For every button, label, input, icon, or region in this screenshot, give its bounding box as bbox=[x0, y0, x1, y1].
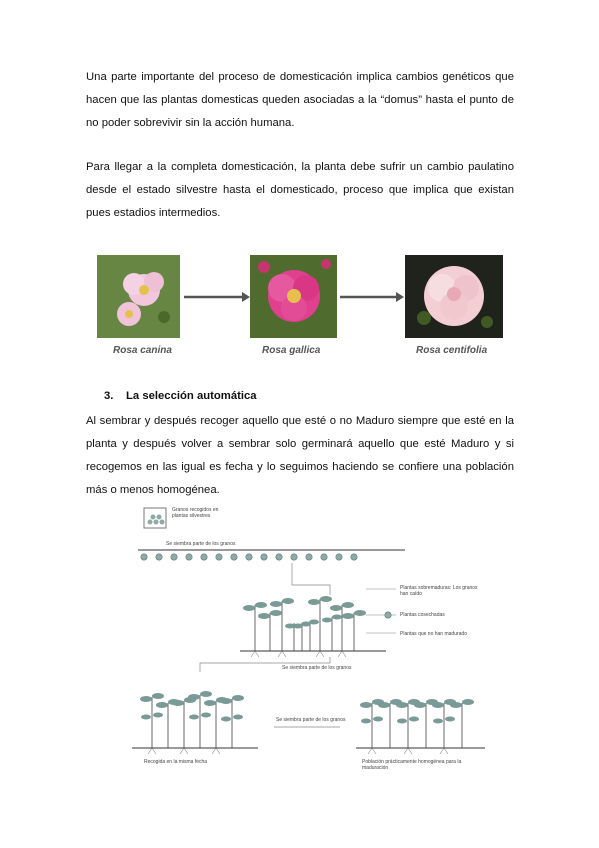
rose-domestication-figure bbox=[94, 252, 512, 362]
rosa-gallica-image bbox=[250, 255, 337, 338]
label-same-date-harvest: Recogida en la misma fecha bbox=[144, 759, 208, 765]
automatic-selection-diagram bbox=[130, 505, 495, 790]
rose-images bbox=[94, 252, 512, 344]
label-sow-top: Se siembra parte de los granos bbox=[166, 541, 236, 547]
rosa-centifolia-image bbox=[405, 255, 503, 338]
section-number: 3. bbox=[104, 390, 114, 402]
label-unripe-plants: Plantas que no han madurado bbox=[400, 631, 467, 637]
paragraph-domestication-genetics: Una parte importante del proceso de domesticación implica cambios genéticos que hacen que las plantas domesticas queden asociadas a la “domus” hasta el punto de no poder sobrevivir sin la acción humana. bbox=[86, 71, 514, 129]
caption-rosa-gallica: Rosa gallica bbox=[262, 345, 321, 356]
rosa-canina-image bbox=[97, 255, 180, 338]
label-sow-bottom: Se siembra parte de los granos bbox=[276, 717, 346, 723]
label-harvested-plants: Plantas cosechadas bbox=[400, 612, 445, 618]
caption-rosa-canina: Rosa canina bbox=[113, 345, 172, 356]
section-title: La selección automática bbox=[126, 390, 257, 402]
paragraph-automatic-selection: Al sembrar y después recoger aquello que esté o no Maduro siempre que esté en la planta y después volver a sembrar solo germinará aquello que esté Maduro y si recogemos en las igual es fecha y lo seguimos haciendo se confiere una población más o menos homogénea. bbox=[86, 415, 514, 496]
caption-rosa-centifolia: Rosa centifolia bbox=[416, 345, 488, 356]
label-overripe-plants: Plantas sobremaduras: Los granos han caído bbox=[400, 585, 478, 597]
label-homogeneous-population: Población prácticamente homogénea para la maduración bbox=[362, 759, 462, 771]
diagram-graphic bbox=[130, 505, 495, 785]
label-seeds-collected: Granos recogidos en plantas silvestres bbox=[172, 507, 219, 519]
seed-row bbox=[141, 554, 357, 560]
label-sow-mid: Se siembra parte de los granos bbox=[282, 665, 352, 671]
paragraph-gradual-change: Para llegar a la completa domesticación, la planta debe sufrir un cambio paulatino desde el estado silvestre hasta el domesticado, proceso que implica que existan pues estadios intermedios. bbox=[86, 161, 514, 219]
section-heading bbox=[104, 390, 257, 402]
